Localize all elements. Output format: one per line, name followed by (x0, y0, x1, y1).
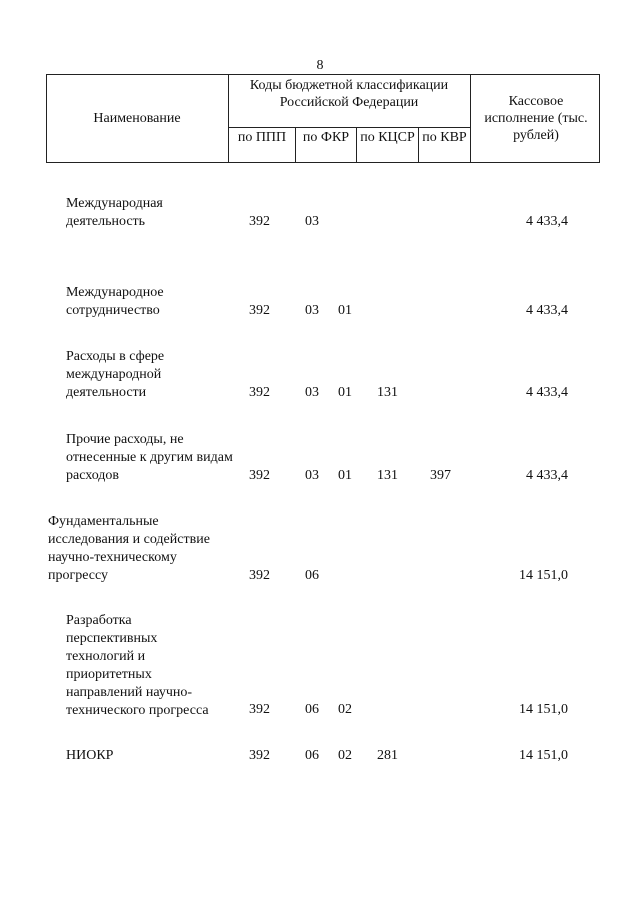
row-sub: 02 (338, 702, 352, 717)
row-fkr: 03 (305, 214, 319, 229)
row-name: Международное сотрудничество (66, 285, 164, 318)
row-amount: 4 433,4 (526, 303, 568, 318)
header-col-fkr: по ФКР (302, 130, 350, 145)
row-fkr: 06 (305, 702, 319, 717)
header-col-kcsr: по КЦСР (360, 130, 415, 145)
row-ppp: 392 (249, 468, 270, 483)
row-ppp: 392 (249, 568, 270, 583)
row-sub: 01 (338, 303, 352, 318)
row-name: Разработка перспективных технологий и приоритетных направлений научно-технического прогресса (66, 613, 209, 718)
page-number: 8 (316, 58, 324, 73)
row-amount: 4 433,4 (526, 214, 568, 229)
row-kvr: 397 (430, 468, 451, 483)
row-kcsr: 131 (377, 385, 398, 400)
row-fkr: 06 (305, 748, 319, 763)
row-name: Прочие расходы, не отнесенные к другим видам расходов (66, 432, 233, 483)
row-sub: 01 (338, 385, 352, 400)
row-kcsr: 281 (377, 748, 398, 763)
row-name: Фундаментальные исследования и содействие научно-техническому прогрессу (48, 514, 210, 583)
row-name: НИОКР (66, 748, 114, 763)
row-fkr: 03 (305, 385, 319, 400)
row-amount: 4 433,4 (526, 385, 568, 400)
row-amount: 14 151,0 (519, 568, 568, 583)
row-ppp: 392 (249, 303, 270, 318)
header-col-kvr: по КВР (422, 130, 467, 145)
row-amount: 14 151,0 (519, 702, 568, 717)
row-amount: 4 433,4 (526, 468, 568, 483)
row-kcsr: 131 (377, 468, 398, 483)
row-sub: 02 (338, 748, 352, 763)
header-amount: Кассовое исполнение (тыс. рублей) (484, 94, 588, 143)
row-ppp: 392 (249, 702, 270, 717)
header-name: Наименование (93, 111, 181, 126)
row-name: Международная деятельность (66, 196, 163, 229)
row-fkr: 03 (305, 468, 319, 483)
row-ppp: 392 (249, 214, 270, 229)
row-ppp: 392 (249, 748, 270, 763)
header-col-ppp: по ППП (237, 130, 287, 145)
header-codes-group: Коды бюджетной классификации Российской Федерации (249, 78, 449, 110)
row-ppp: 392 (249, 385, 270, 400)
row-name: Расходы в сфере международной деятельности (66, 349, 165, 400)
row-fkr: 03 (305, 303, 319, 318)
row-fkr: 06 (305, 568, 319, 583)
row-amount: 14 151,0 (519, 748, 568, 763)
row-sub: 01 (338, 468, 352, 483)
